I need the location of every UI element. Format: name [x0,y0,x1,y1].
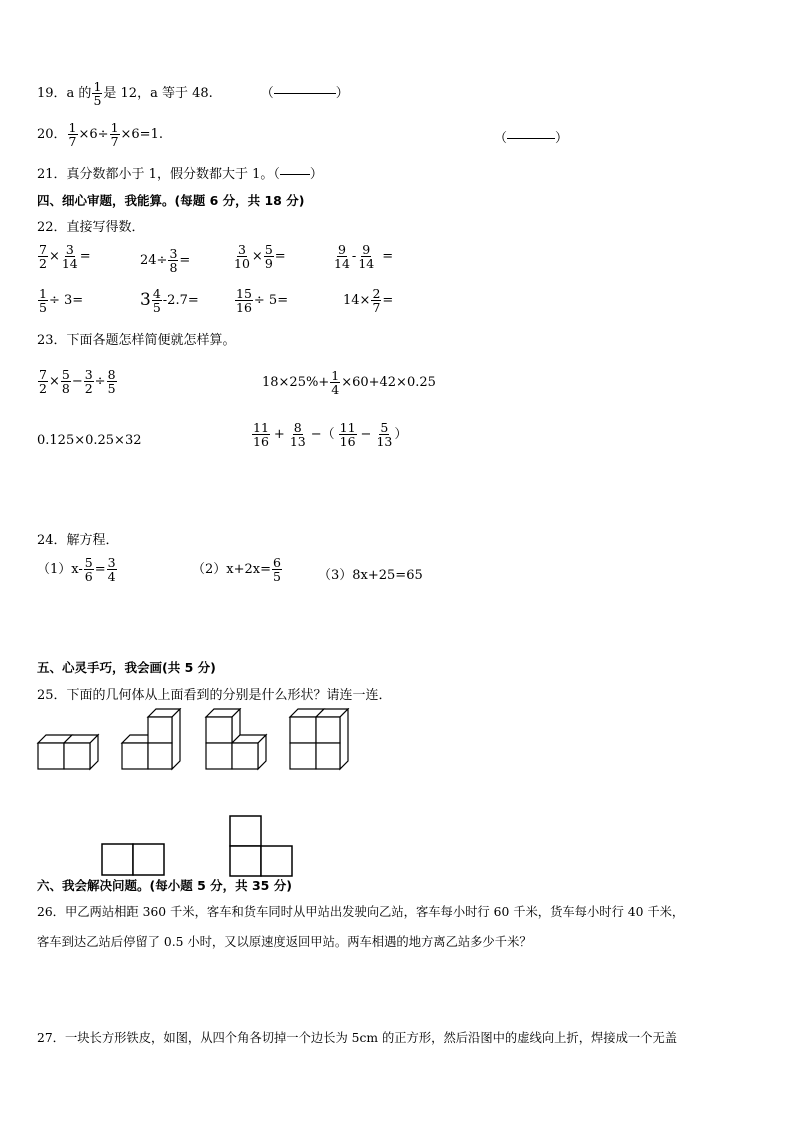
question-19 [37,80,349,107]
fraction: $\frac{1}{7}$ [110,120,119,150]
top-view-shape-1[interactable] [100,842,166,877]
cube-figure-4[interactable] [288,708,352,772]
paren-right: ） [555,131,569,146]
question-title: 22．直接写得数． [37,220,145,235]
calc-expression: 0.125×0.25×32 [37,433,142,448]
paren-right: ） [309,167,323,182]
section-heading: 四、细心审题，我能算。(每题 6 分，共 18 分) [37,193,305,208]
paren-left: （ [494,131,508,146]
question-number: 19． [37,86,67,102]
calc-item: 14× $\frac{2}{7}$ = [343,286,394,316]
equation: （3）8x+25=65 [318,568,423,583]
question-number: 21． [37,167,67,182]
equation: （1）x- $\frac{5}{6}$ = $\frac{3}{4}$ [37,555,116,585]
question-number: 20． [37,127,67,143]
cube-figure-2[interactable] [120,708,184,772]
cube-figure-1[interactable] [36,726,102,772]
question-text: 是 12，a 等于 48. [103,86,213,102]
question-title: 24．解方程． [37,533,119,548]
calc-expression: $\frac{11}{16}$ + $\frac{8}{13}$ −（ $\frac{11}{16}$ − $\frac{5}{13}$ ） [253,420,408,450]
fraction: $\frac{1}{5}$ [93,79,102,109]
top-view-shape-2[interactable] [228,814,294,878]
cube-figure-3[interactable] [204,708,268,772]
fraction: $\frac{1}{7}$ [68,120,77,150]
calc-item: $\frac{9}{14}$ - $\frac{9}{14}$ = [334,242,394,272]
calc-item: 24÷ $\frac{3}{8}$ = [140,246,191,276]
calc-expression: 18×25%+ $\frac{1}{4}$ ×60+42×0.25 [262,368,436,398]
paren-right: ） [335,86,349,102]
question-20-answer [494,132,568,145]
question-27-line1: 27．一块长方形铁皮，如图，从四个角各切掉一个边长为 5cm 的正方形，然后沿图中的虚线向上折，焊接成一个无盖 [37,1031,678,1045]
question-21 [37,168,323,181]
equation: （2）x+2x= $\frac{6}{5}$ [192,555,281,585]
section-heading: 五、心灵手巧，我会画(共 5 分) [37,660,216,675]
paren-left: （ [260,86,274,102]
question-text: ×6=1. [120,127,163,143]
question-title: 23．下面各题怎样简便就怎样算。 [37,333,236,348]
answer-blank[interactable] [274,93,336,94]
answer-blank[interactable] [280,174,310,175]
question-text: a 的 [66,86,92,102]
calc-item: $\frac{7}{2}$ × $\frac{3}{14}$ = [39,242,91,272]
section-heading: 六、我会解决问题。(每小题 5 分，共 35 分) [37,878,292,893]
question-26-line2: 客车到达乙站后停留了 0.5 小时，又以原速度返回甲站。两车相遇的地方离乙站多少千米？ [37,935,532,949]
question-title: 25．下面的几何体从上面看到的分别是什么形状？请连一连． [37,688,392,703]
question-text: 真分数都小于 1，假分数都大于 1。（ [66,167,280,182]
calc-item: $\frac{3}{10}$ × $\frac{5}{9}$ = [234,242,286,272]
calc-item: $\frac{15}{16}$ ÷ 5= [236,286,289,316]
question-20 [37,121,163,148]
calc-item: $\frac{1}{5}$ ÷ 3= [39,286,84,316]
question-text: ×6÷ [78,127,109,143]
answer-blank[interactable] [507,138,555,139]
calc-item: 3 $\frac{4}{5}$ -2.7= [140,286,199,316]
question-26-line1: 26．甲乙两站相距 360 千米，客车和货车同时从甲站出发驶向乙站，客车每小时行 60 千米，货车每小时行 40 千米， [37,905,685,919]
calc-expression: $\frac{7}{2}$ × $\frac{5}{8}$ − $\frac{3}{2}$ ÷ $\frac{8}{5}$ [39,367,116,397]
